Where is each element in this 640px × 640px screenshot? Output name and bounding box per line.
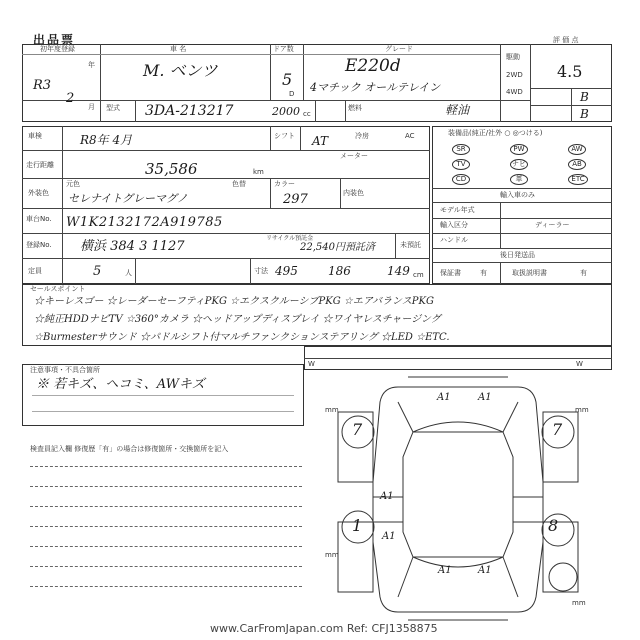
displacement-value: 2000 — [272, 105, 300, 118]
label-documents: 後日発送品 — [500, 251, 535, 259]
diag-a1-rear-side: A1 — [382, 531, 396, 542]
tire-front-right: 7 — [552, 420, 563, 439]
equip-pw: PW — [510, 144, 528, 155]
mm-label-3: mm — [325, 551, 339, 559]
equip-ab: AB — [568, 159, 586, 170]
label-doors: ドア数 — [273, 45, 294, 53]
color-value: セレナイトグレーマグノ — [68, 192, 188, 205]
capacity-value: 5 — [93, 264, 102, 279]
equip-aw: AW — [568, 144, 586, 155]
inspection-value: R8年 4月 — [80, 133, 133, 147]
label-equipment: 装備品(純正/社外 ○ ◎つける) — [448, 129, 543, 137]
dim-unit: cm — [413, 271, 424, 279]
tire-front-left: 7 — [352, 420, 363, 439]
label-capacity: 定員 — [28, 267, 42, 275]
drive-2wd: 2WD — [506, 71, 523, 79]
label-model: 型式 — [106, 104, 120, 112]
dim-width: 186 — [328, 264, 351, 278]
disp-unit: cc — [303, 110, 311, 118]
equip-etc: ETC — [568, 174, 588, 185]
label-chassis: 車台No. — [26, 215, 52, 223]
warranty-mark: 有 — [480, 269, 487, 277]
dim-height: 149 — [387, 264, 410, 278]
label-dims: 寸法 — [254, 267, 268, 275]
label-inspection: 車検 — [28, 132, 42, 140]
label-notes: 注意事項・不具合箇所 — [30, 366, 100, 374]
reg-no-value: 横浜 384 3 1127 — [80, 239, 185, 254]
score-value: 4.5 — [557, 62, 583, 81]
year-unit: 年 — [88, 61, 95, 69]
grid-w-1: W — [308, 360, 315, 368]
tire-rear-left: 1 — [352, 516, 363, 535]
sales-line-2: ☆純正HDDナビTV ☆360°カメラ ☆ヘッドアップディスプレイ ☆ワイヤレスチャージング — [34, 314, 441, 325]
label-import: 輸入車のみ — [500, 191, 535, 199]
recycle-status: 未預託 — [400, 241, 421, 249]
label-warranty: 保証書 — [440, 269, 461, 277]
equip-navi: ナビ — [512, 160, 526, 168]
manual-mark: 有 — [580, 269, 587, 277]
label-color-orig: 元色 — [66, 180, 80, 188]
sales-line-1: ☆キーレスゴー ☆レーダーセーフティPKG ☆エクスクルーシブPKG ☆エアバランスPKG — [34, 296, 434, 307]
grade-line-2: 4マチック オールテレイン — [310, 81, 441, 94]
mileage-value: 35,586 — [145, 160, 198, 178]
label-interior: 内装色 — [343, 189, 364, 197]
shift-value: AT — [312, 134, 329, 148]
capacity-unit: 人 — [125, 269, 132, 277]
page-title: 出品票 — [33, 33, 76, 47]
label-color-no: カラー — [274, 180, 295, 188]
equip-tv: TV — [452, 159, 470, 170]
doors-value: 5 — [282, 70, 293, 89]
label-import-type: 輸入区分 — [440, 221, 468, 229]
label-color-code: 色替 — [232, 180, 246, 188]
diag-a1-front-left: A1 — [437, 392, 451, 403]
diag-a1-rear-right: A1 — [478, 565, 492, 576]
diag-a1-rear-door: A1 — [380, 491, 394, 502]
equip-sr: SR — [452, 144, 470, 155]
notes-line-1: ※ 若キズ、ヘコミ、AWキズ — [36, 377, 205, 392]
label-meter: メーター — [340, 152, 368, 160]
sales-line-3: ☆Burmesterサウンド ☆パドルシフト付マルチファンクションステアリング ☆LED ☆ETC. — [34, 332, 450, 343]
car-damage-diagram — [308, 372, 608, 622]
dim-length: 495 — [275, 264, 298, 278]
score-interior: B — [580, 90, 589, 104]
aircon-value: AC — [405, 132, 415, 140]
mm-label-1: mm — [325, 406, 339, 414]
label-reg-no: 登録No. — [26, 241, 52, 249]
drive-4wd: 4WD — [506, 88, 523, 96]
mm-label-2: mm — [575, 406, 589, 414]
fuel-value: 軽油 — [445, 103, 470, 117]
label-drive: 駆動 — [506, 53, 520, 61]
door-unit: D — [289, 90, 295, 98]
import-type-value: ディーラー — [535, 221, 570, 229]
color-no-value: 297 — [283, 192, 308, 207]
label-grade: グレード — [385, 45, 413, 53]
grade-line-1: E220d — [345, 56, 401, 76]
label-car-name: 車 名 — [170, 45, 187, 53]
diag-a1-rear-left: A1 — [438, 565, 452, 576]
label-first-reg: 初年度登録 — [40, 45, 75, 53]
mileage-unit: km — [253, 168, 264, 176]
label-inspector: 検査員記入欄 修復歴「有」の場合は修復箇所・交換箇所を記入 — [30, 445, 229, 453]
year-era: R3 — [33, 78, 52, 93]
recycle-value: 22,540円預託済 — [300, 242, 375, 253]
label-manual: 取扱説明書 — [512, 269, 547, 277]
label-recycle: リサイクル預託金 — [266, 235, 314, 242]
tire-rear-right: 8 — [548, 516, 559, 535]
equip-leather: 革 — [510, 174, 528, 185]
label-sales-points: セールスポイント — [30, 285, 86, 293]
footer-ref: www.CarFromJapan.com Ref: CFJ1358875 — [210, 622, 438, 635]
label-score: 評 価 点 — [553, 36, 579, 44]
label-fuel: 燃料 — [348, 104, 362, 112]
label-handle: ハンドル — [440, 236, 468, 244]
label-color: 外装色 — [28, 189, 49, 197]
month-unit: 月 — [88, 103, 95, 111]
label-model-year: モデル年式 — [440, 206, 475, 214]
label-mileage: 走行距離 — [26, 161, 54, 169]
grid-w-2: W — [576, 360, 583, 368]
equip-cd: CD — [452, 174, 470, 185]
score-exterior: B — [580, 107, 589, 121]
month-value: 2 — [66, 91, 75, 106]
mm-label-4: mm — [572, 599, 586, 607]
car-name-value: M. ベンツ — [143, 61, 218, 80]
label-aircon: 冷房 — [355, 132, 369, 140]
chassis-value: W1K2132172A919785 — [66, 215, 223, 230]
model-value: 3DA-213217 — [145, 103, 234, 119]
label-shift: シフト — [274, 132, 295, 140]
diag-a1-front-right: A1 — [478, 392, 492, 403]
